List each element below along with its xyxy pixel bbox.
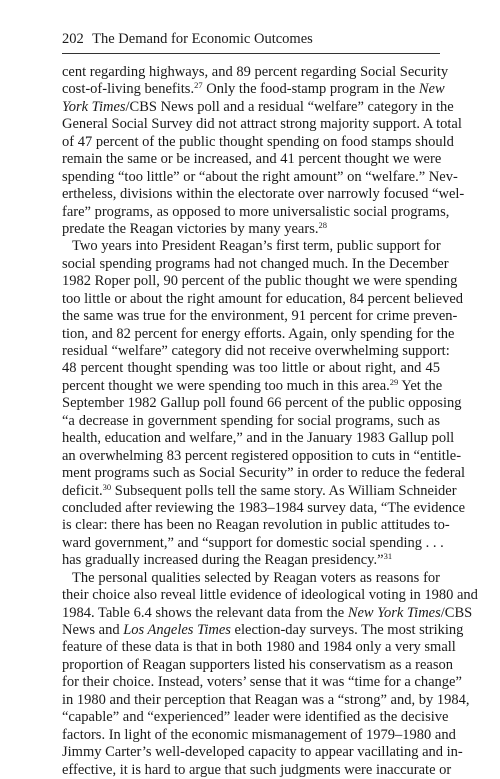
text-run: 1982 Roper poll, 90 percent of the public thought we were spending <box>62 273 458 290</box>
text-line <box>62 622 464 639</box>
text-run: Jimmy Carter’s well-developed capacity to appear vacillating and in- <box>62 744 463 761</box>
text-line <box>62 255 449 273</box>
text-run: York Times <box>62 98 126 115</box>
text-line <box>62 133 454 151</box>
text-run: residual “welfare” category did not receive overwhelming support: <box>62 343 450 359</box>
text-run: /CBS <box>440 604 473 621</box>
text-line <box>62 80 445 98</box>
text-run: predate the Reagan victories by many years. <box>62 220 319 237</box>
text-line <box>62 168 458 186</box>
footnote-ref: 31 <box>383 551 393 562</box>
text-run: cost-of-living benefits. <box>62 81 195 98</box>
running-title: The Demand for Economic Outcomes <box>92 31 313 47</box>
text-line <box>62 570 440 587</box>
text-line <box>62 376 443 395</box>
text-line <box>62 290 464 308</box>
text-run: too little or about the right amount for education, 84 percent believed <box>62 290 464 307</box>
text-line <box>62 151 440 168</box>
text-line <box>62 674 462 691</box>
text-run: social spending programs had not changed much. In the December <box>62 255 449 272</box>
text-line <box>62 343 450 360</box>
text-line <box>62 186 465 203</box>
text-run: cent regarding highways, and 89 percent regarding Social Security <box>62 64 449 80</box>
footnote-ref: 27 <box>194 80 203 91</box>
text-run: in 1980 and their perception that Reagan was a “strong” and, by 1984, <box>62 691 470 708</box>
text-run: has gradually increased during the Reagan presidency.” <box>62 552 384 569</box>
text-line <box>62 203 450 221</box>
text-run: effective, it is hard to argue that such judgments were inaccurate or <box>62 761 452 778</box>
text-line <box>62 552 440 569</box>
running-header <box>62 30 440 48</box>
paragraph <box>62 64 465 238</box>
text-run: New York Times <box>347 604 441 621</box>
text-run: tion, and 82 percent for energy efforts. Again, only spending for the <box>62 325 455 342</box>
text-line <box>62 430 455 447</box>
text-line <box>62 98 454 116</box>
text-line <box>62 238 440 255</box>
text-line <box>62 325 455 343</box>
footnote-ref: 30 <box>102 481 112 492</box>
text-run: factors. In light of the economic mismanagement of 1979–1980 and <box>62 726 456 743</box>
text-run: the same was true for the environment, 91 percent for crime preven- <box>62 308 458 325</box>
text-line <box>62 308 458 325</box>
text-line <box>62 221 440 238</box>
text-run: election-day surveys. The most striking <box>230 622 464 638</box>
text-run: Subsequent polls tell the same story. As William Schneider <box>111 482 457 499</box>
text-run: “capable” and “experienced” leader were identified as the decisive <box>62 709 449 726</box>
text-line <box>62 273 458 290</box>
text-run: New <box>418 81 445 98</box>
text-run: percent thought we were spending too much in this area. <box>62 377 390 394</box>
text-line <box>62 395 462 412</box>
text-run: Two years into President Reagan’s first term, public support for <box>72 238 441 255</box>
text-line <box>62 761 452 779</box>
text-run: concluded after reviewing the 1983–1984 survey data, “The evidence <box>62 499 466 516</box>
text-line <box>62 691 470 709</box>
text-run: The personal qualities selected by Reagan voters as reasons for <box>72 569 440 586</box>
text-run: deficit. <box>62 482 103 499</box>
text-run: News and <box>62 622 124 638</box>
text-line <box>62 726 456 744</box>
text-run: spending “too little” or “about the right amount” on “welfare.” Nev- <box>62 168 458 185</box>
header-rule <box>62 53 440 54</box>
text-line <box>62 604 473 622</box>
text-run: proportion of Reagan supporters listed his conservatism as a reason <box>62 656 454 673</box>
text-run: remain the same or be increased, and 41 percent thought we were <box>62 151 442 168</box>
text-run: for their choice. Instead, voters’ sense that it was “time for a change” <box>62 674 462 691</box>
text-run: ment programs such as Social Security” in order to reduce the federal <box>62 465 466 482</box>
text-line <box>62 447 462 465</box>
text-run: ertheless, divisions within the electorate over narrowly focused “wel- <box>62 186 465 203</box>
text-line <box>62 64 449 81</box>
text-run: Yet the <box>398 377 443 394</box>
text-run: ward government,” and “support for domestic social spending . . . <box>62 534 444 551</box>
text-line <box>62 587 478 604</box>
text-line <box>62 709 449 726</box>
text-line <box>62 639 456 656</box>
paragraph <box>62 569 478 779</box>
text-line <box>62 517 450 534</box>
page-number: 202 <box>62 31 84 47</box>
text-run: of 47 percent of the public thought spending on food stamps should <box>62 133 454 150</box>
text-run: fare” programs, as opposed to more universalistic social programs, <box>62 203 450 220</box>
text-line <box>62 360 440 377</box>
paragraph <box>62 238 466 569</box>
text-line <box>62 534 444 552</box>
text-line <box>62 499 466 517</box>
text-run: General Social Survey did not attract strong majority support. A total <box>62 116 462 133</box>
text-run: an overwhelming 83 percent registered opposition to cuts in “entitle- <box>62 447 462 464</box>
text-run: Los Angeles Times <box>123 622 231 638</box>
text-run: their choice also reveal little evidence of ideological voting in 1980 and <box>62 587 478 604</box>
text-run: 48 percent thought spending was too little or about right, and 45 <box>62 360 440 377</box>
text-line <box>62 413 440 430</box>
footnote-ref: 29 <box>389 376 399 387</box>
text-line <box>62 656 454 674</box>
text-line <box>62 116 462 133</box>
text-run: September 1982 Gallup poll found 66 percent of the public opposing <box>62 395 462 412</box>
text-run: is clear: there has been no Reagan revolution in public attitudes to- <box>62 517 450 534</box>
text-line <box>62 481 457 500</box>
text-run: /CBS News poll and a residual “welfare” category in the <box>125 98 454 115</box>
footnote-ref: 28 <box>318 219 327 230</box>
text-run: “a decrease in government spending for social programs, such as <box>62 412 440 429</box>
text-run: 1984. Table 6.4 shows the relevant data from the <box>62 604 348 621</box>
text-run: health, education and welfare,” and in the January 1983 Gallup poll <box>62 430 455 447</box>
body-text <box>62 64 478 779</box>
text-run: Only the food-stamp program in the <box>202 81 419 98</box>
text-line <box>62 465 466 482</box>
text-line <box>62 744 463 761</box>
text-run: feature of these data is that in both 1980 and 1984 only a very small <box>62 639 456 656</box>
